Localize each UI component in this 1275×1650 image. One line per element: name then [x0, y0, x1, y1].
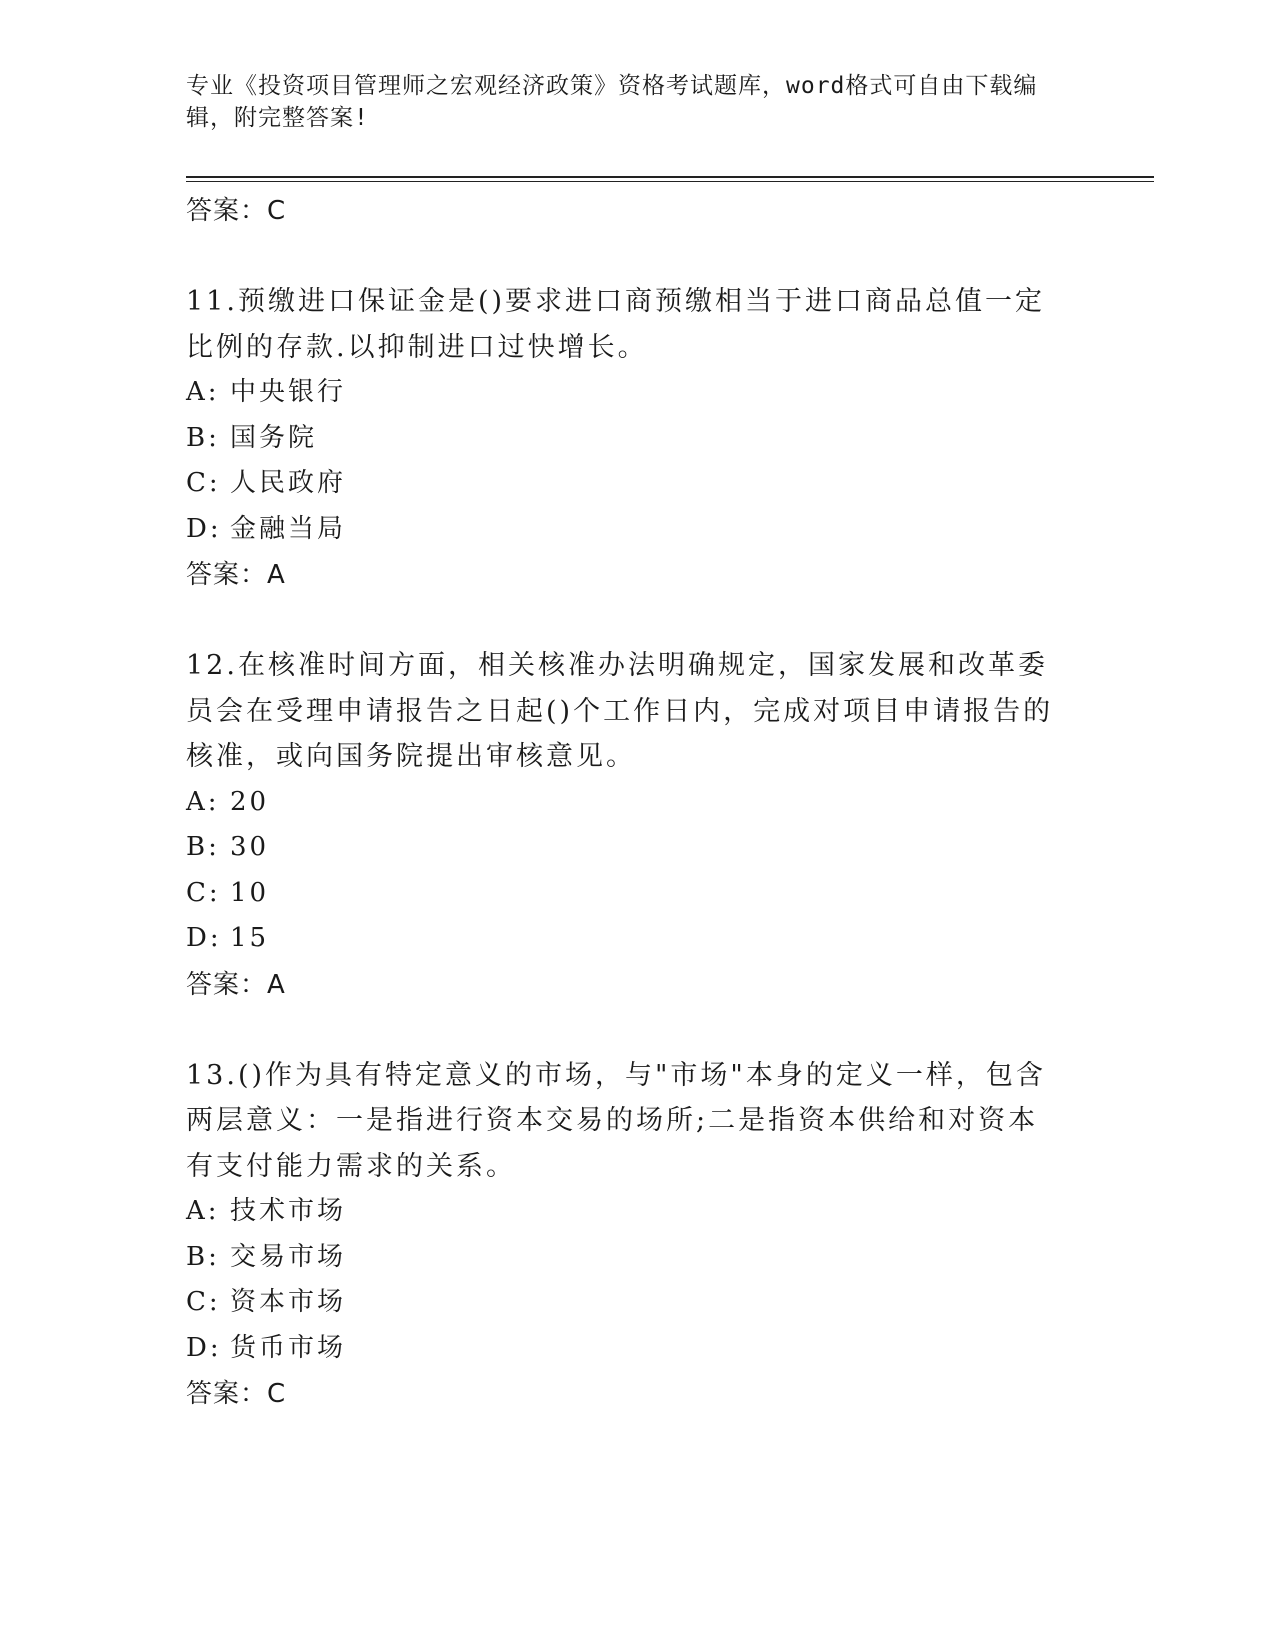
- option-c: [186, 461, 1076, 507]
- option-text: 30: [230, 832, 270, 862]
- option-letter: B:: [186, 832, 220, 862]
- option-text: 技术市场: [230, 1196, 347, 1226]
- option-text: 中央银行: [230, 377, 347, 407]
- option-a: [186, 780, 1076, 826]
- question-block-11: [186, 279, 1076, 598]
- option-d: [186, 1326, 1076, 1372]
- option-text: 20: [230, 786, 270, 817]
- option-c: [186, 871, 1076, 917]
- option-letter: D:: [186, 923, 222, 953]
- option-letter: A:: [186, 786, 220, 817]
- answer-line: 答案：A: [186, 969, 286, 1000]
- option-letter: B:: [186, 422, 220, 453]
- option-text: 10: [230, 877, 270, 908]
- answer-line: 答案：A: [186, 560, 286, 590]
- previous-answer: 答案：C: [186, 196, 287, 226]
- option-text: 15: [230, 923, 270, 953]
- option-letter: C:: [186, 468, 221, 498]
- option-letter: D:: [186, 513, 222, 544]
- header-rule-thin: [186, 181, 1154, 182]
- question-list: [186, 188, 1076, 1417]
- option-c: [186, 1280, 1076, 1326]
- option-letter: A:: [186, 377, 220, 407]
- option-letter: A:: [186, 1196, 220, 1226]
- option-b: [186, 825, 1076, 871]
- option-text: 货币市场: [230, 1332, 347, 1363]
- option-letter: D:: [186, 1332, 222, 1363]
- question-block-12: [186, 643, 1076, 1008]
- option-b: [186, 416, 1076, 462]
- option-a: [186, 1189, 1076, 1235]
- question-text: 13.()作为具有特定意义的市场，与"市场"本身的定义一样，包含两层意义：一是指进行资本交易的场所;二是指资本供给和对资本有支付能力需求的关系。: [186, 1059, 1046, 1182]
- option-text: 金融当局: [230, 513, 347, 544]
- option-text: 交易市场: [230, 1241, 347, 1272]
- option-text: 资本市场: [230, 1287, 347, 1317]
- option-text: 人民政府: [230, 468, 347, 498]
- option-letter: C:: [186, 1287, 221, 1317]
- question-block-13: [186, 1053, 1076, 1418]
- page-header: 专业《投资项目管理师之宏观经济政策》资格考试题库，word格式可自由下载编辑，附完整答案!: [186, 73, 1038, 131]
- option-a: [186, 370, 1076, 416]
- option-letter: C:: [186, 877, 221, 908]
- question-text: 11.预缴进口保证金是()要求进口商预缴相当于进口商品总值一定比例的存款.以抑制进口过快增长。: [186, 286, 1046, 363]
- question-text: 12.在核准时间方面，相关核准办法明确规定，国家发展和改革委员会在受理申请报告之日起()个工作日内，完成对项目申请报告的核准，或向国务院提出审核意见。: [186, 650, 1054, 772]
- option-d: [186, 916, 1076, 962]
- answer-line: 答案：C: [186, 1379, 287, 1409]
- header-rule-thick: [186, 176, 1154, 178]
- option-b: [186, 1235, 1076, 1281]
- option-text: 国务院: [230, 422, 318, 453]
- option-d: [186, 507, 1076, 553]
- option-letter: B:: [186, 1241, 220, 1272]
